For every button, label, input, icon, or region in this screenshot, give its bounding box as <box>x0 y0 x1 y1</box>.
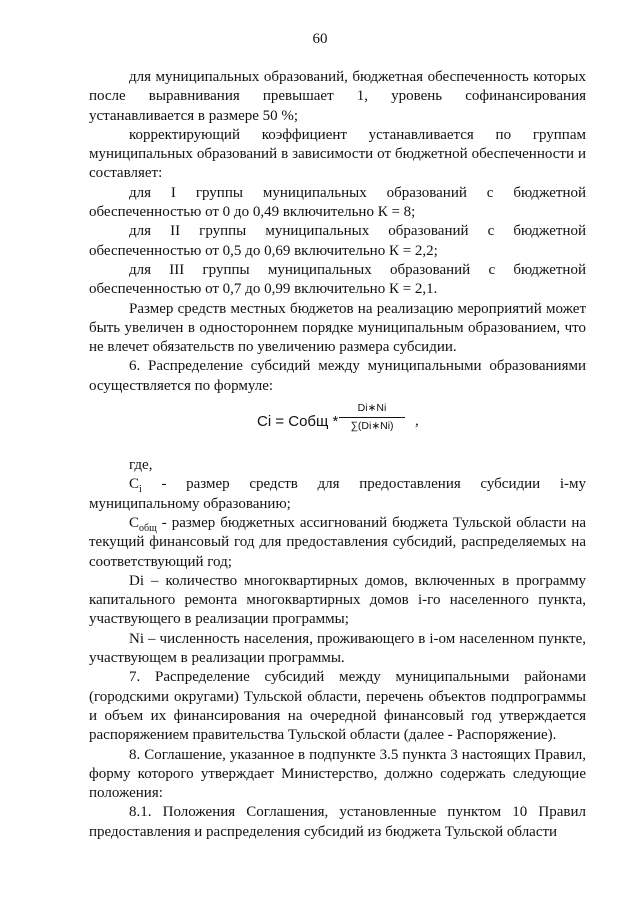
paragraph-section-8: 8. Соглашение, указанное в подпункте 3.5 пункта 3 настоящих Правил, форму которого утверждает Министерство, должно содержать следующие положения: <box>89 746 586 802</box>
page-number: 60 <box>312 31 328 47</box>
paragraph-correction-coefficient: корректирующий коэффициент устанавливается по группам муниципальных образований в зависимости от бюджетной обеспеченности и составляет: <box>89 126 586 182</box>
ci-symbol: C <box>129 476 140 493</box>
paragraph-distribution-formula-intro: 6. Распределение субсидий между муниципальными образованиями осуществляется по формуле: <box>89 358 586 394</box>
paragraph-section-7: 7. Распределение субсидий между муниципальными районами (городскими округами) Тульской области, перечень объектов подпрограммы и объем их финансирования на очередной финансовый год утверждается распоряжением правительства Тульской области (далее - Распоряжение). <box>89 669 586 744</box>
ci-definition-text: - размер средств для предоставления субсидии i-му муниципальному образованию; <box>89 476 586 512</box>
distribution-formula <box>89 398 586 452</box>
cobsh-subscript: общ <box>139 522 157 534</box>
paragraph-section-8-1: 8.1. Положения Соглашения, установленные пунктом 10 Правил предоставления и распределения субсидий из бюджета Тульской области <box>89 804 586 840</box>
formula-denominator: ∑(Di∗Ni) <box>350 420 394 433</box>
formula-lhs: Ci = Cобщ * <box>257 413 339 431</box>
paragraph-di-definition: Di – количество многоквартирных домов, включенных в программу капитального ремонта многоквартирных домов i-го населенного пункта, участвующего в реализации программы; <box>89 572 586 628</box>
paragraph-ni-definition: Ni – численность населения, проживающего в i-ом населенном пункте, участвующем в реализации программы. <box>89 630 586 667</box>
paragraph-cofinancing-level: для муниципальных образований, бюджетная обеспеченность которых после выравнивания превышает 1, уровень софинансирования устанавливается в размере 50 %; <box>89 69 586 124</box>
paragraph-ci-definition <box>89 475 586 514</box>
paragraph-group-1: для I группы муниципальных образований с бюджетной обеспеченностью от 0 до 0,49 включительно К = 8; <box>89 184 586 221</box>
formula-fraction <box>339 402 405 433</box>
paragraph-local-budget: Размер средств местных бюджетов на реализацию мероприятий может быть увеличен в одностороннем порядке муниципальным образованием, что не влечет обязательств по увеличению размера субсидии. <box>89 300 586 356</box>
cobsh-definition-text: - размер бюджетных ассигнований бюджета Тульской области на текущий финансовый год для предоставления субсидий, распределяемых на соответствующий год; <box>89 514 586 570</box>
document-body <box>89 68 586 842</box>
paragraph-group-3: для III группы муниципальных образований с бюджетной обеспеченностью от 0,7 до 0,99 включительно К = 2,1. <box>89 261 586 298</box>
cobsh-symbol: C <box>129 514 140 531</box>
paragraph-where: где, <box>129 457 153 474</box>
formula-numerator: Di∗Ni <box>339 402 405 418</box>
ci-subscript: i <box>139 484 142 496</box>
paragraph-group-2: для II группы муниципальных образований с бюджетной обеспеченностью от 0,5 до 0,69 включительно К = 2,2; <box>89 223 586 259</box>
paragraph-cobsh-definition <box>89 514 586 572</box>
formula-comma: , <box>415 413 419 430</box>
